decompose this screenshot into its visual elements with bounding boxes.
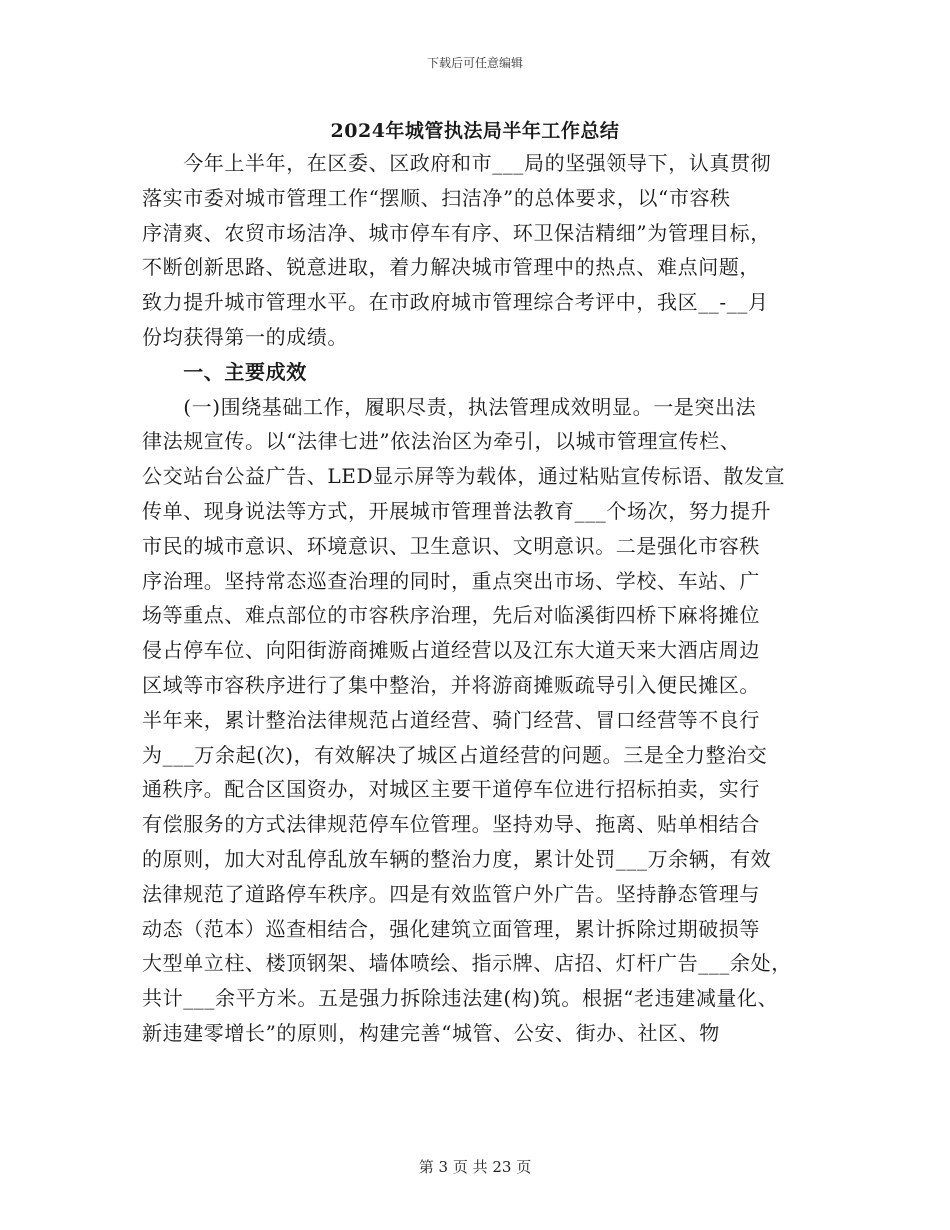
text-line: 法律规范了道路停车秩序。四是有效监管户外广告。坚持静态管理与 bbox=[142, 881, 760, 906]
text-line: 场等重点、难点部位的市容秩序治理，先后对临溪街四桥下麻将摊位 bbox=[142, 603, 760, 628]
text-line: 侵占停车位、向阳街游商摊贩占道经营以及江东大道天来大酒店周边 bbox=[142, 638, 760, 663]
text-line: 动态（范本）巡查相结合，强化建筑立面管理，累计拆除过期破损等 bbox=[142, 916, 760, 941]
document-body bbox=[142, 146, 814, 1051]
page-footer: 第 3 页 共 23 页 bbox=[418, 1158, 532, 1176]
text-line: 有偿服务的方式法律规范停车位管理。坚持劝导、拖离、贴单相结合 bbox=[142, 812, 760, 837]
text-line: 市民的城市意识、环境意识、卫生意识、文明意识。二是强化市容秩 bbox=[142, 533, 760, 558]
text-line: 大型单立柱、楼顶钢架、墙体喷绘、指示牌、店招、灯杆广告___余处， bbox=[142, 951, 792, 976]
text-line: 公交站台公益广告、LED显示屏等为载体，通过粘贴宣传标语、散发宣 bbox=[142, 464, 786, 489]
text-line: 为___万余起(次)，有效解决了城区占道经营的问题。三是全力整治交 bbox=[142, 742, 768, 767]
text-line: (一)围绕基础工作，履职尽责，执法管理成效明显。一是突出法 bbox=[142, 394, 757, 419]
text-line: 通秩序。配合区国资办，对城区主要干道停车位进行招标拍卖，实行 bbox=[142, 777, 760, 802]
text-line: 传单、现身说法等方式，开展城市管理普法教育___个场次，努力提升 bbox=[142, 498, 772, 523]
section-heading: 一、主要成效 bbox=[142, 359, 307, 384]
text-line: 序清爽、农贸市场洁净、城市停车有序、环卫保洁精细”为管理目标， bbox=[142, 220, 771, 245]
text-line: 份均获得第一的成绩。 bbox=[142, 324, 348, 349]
text-line: 律法规宣传。以“法律七进”依法治区为牵引，以城市管理宣传栏、 bbox=[142, 429, 741, 454]
text-line: 新违建零增长”的原则，构建完善“城管、公安、街办、社区、物 bbox=[142, 1020, 720, 1045]
text-line: 致力提升城市管理水平。在市政府城市管理综合考评中，我区__-__月 bbox=[142, 290, 769, 315]
text-line: 序治理。坚持常态巡查治理的同时，重点突出市场、学校、车站、广 bbox=[142, 568, 760, 593]
text-line: 半年来，累计整治法律规范占道经营、骑门经营、冒口经营等不良行 bbox=[142, 707, 760, 732]
text-line: 区域等市容秩序进行了集中整治，并将游商摊贩疏导引入便民摊区。 bbox=[142, 672, 760, 697]
text-line: 共计___余平方米。五是强力拆除违法建(构)筑。根据“老违建减量化、 bbox=[142, 986, 779, 1011]
text-line: 落实市委对城市管理工作“摆顺、扫洁净”的总体要求，以“市容秩 bbox=[142, 185, 731, 210]
text-line: 今年上半年，在区委、区政府和市___局的坚强领导下，认真贯彻 bbox=[142, 151, 772, 175]
document-title: 2024年城管执法局半年工作总结 bbox=[330, 120, 620, 142]
text-line: 不断创新思路、锐意进取，着力解决城市管理中的热点、难点问题， bbox=[142, 255, 760, 280]
text-line: 的原则，加大对乱停乱放车辆的整治力度，累计处罚___万余辆，有效 bbox=[142, 846, 772, 871]
header-note: 下载后可任意编辑 bbox=[426, 56, 523, 70]
